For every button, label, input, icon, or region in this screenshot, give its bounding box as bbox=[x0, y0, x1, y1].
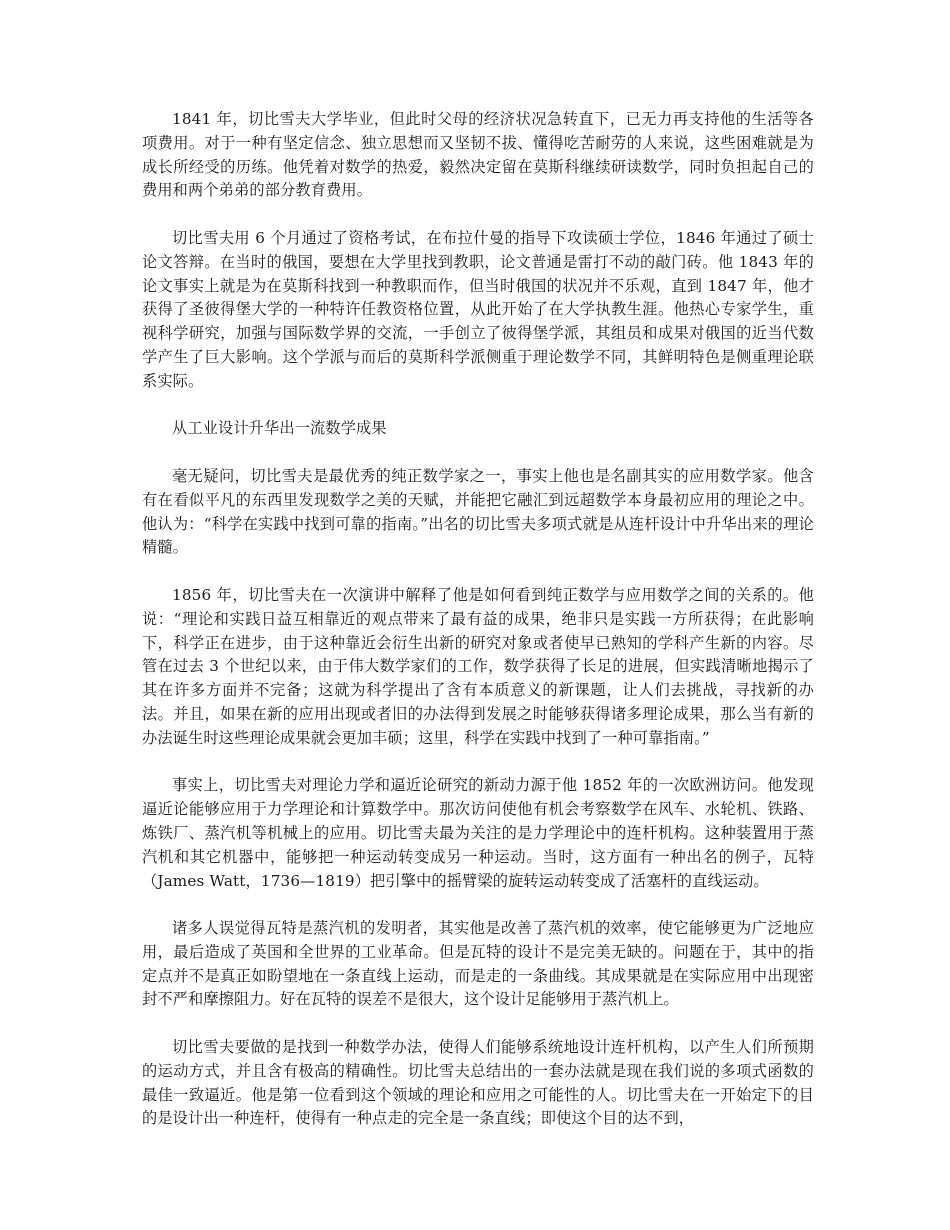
paragraph-6: 诸多人误觉得瓦特是蒸汽机的发明者，其实他是改善了蒸汽机的效率，使它能够更为广泛地应用，最后造成了英国和全世界的工业革命。但是瓦特的设计不是完美无缺的。问题在于，其中的指定点并不是真正如盼望地在一条直线上运动，而是走的一条曲线。其成果就是在实际应用中出现密封不严和摩擦阻力。好在瓦特的误差不是很大，这个设计足能够用于蒸汽机上。 bbox=[142, 919, 814, 1009]
paragraph-5: 事实上，切比雪夫对理论力学和逼近论研究的新动力源于他 1852 年的一次欧洲访问。他发现逼近论能够应用于力学理论和计算数学中。那次访问使他有机会考察数学在风车、水轮机、铁路、炼铁厂、蒸汽机等机械上的应用。切比雪夫最为关注的是力学理论中的连杆机构。这种装置用于蒸汽机和其它机器中，能够把一种运动转变成另一种运动。当时，这方面有一种出名的例子，瓦特（James Watt，1736—1819）把引擎中的摇臂梁的旋转运动转变成了活塞杆的直线运动。 bbox=[142, 776, 814, 890]
paragraph-2: 切比雪夫用 6 个月通过了资格考试，在布拉什曼的指导下攻读硕士学位，1846 年通过了硕士论文答辩。在当时的俄国，要想在大学里找到教职，论文普通是雷打不动的敲门砖。他 1843 年的论文事实上就是为在莫斯科找到一种教职而作，但当时俄国的状况并不乐观，直到 1847 年，他才获得了圣彼得堡大学的一种特许任教资格位置，从此开始了在大学执教生涯。他热心专家学生，重视科学研究，加强与国际数学界的交流，一手创立了彼得堡学派，其组员和成果对俄国的近当代数学产生了巨大影响。这个学派与而后的莫斯科学派侧重于理论数学不同，其鲜明特色是侧重理论联系实际。 bbox=[142, 228, 814, 390]
paragraph-1: 1841 年，切比雪夫大学毕业，但此时父母的经济状况急转直下，已无力再支持他的生活等各项费用。对于一种有坚定信念、独立思想而又坚韧不拔、懂得吃苦耐劳的人来说，这些困难就是为成长所经受的历练。他凭着对数学的热爱，毅然决定留在莫斯科继续研读数学，同时负担起自己的费用和两个弟弟的部分教育费用。 bbox=[142, 110, 814, 200]
section-heading: 从工业设计升华出一流数学成果 bbox=[172, 419, 387, 438]
document-body bbox=[142, 108, 814, 1155]
paragraph-4: 1856 年，切比雪夫在一次演讲中解释了他是如何看到纯正数学与应用数学之间的关系的。他说：“理论和实践日益互相靠近的观点带来了最有益的成果，绝非只是实践一方所获得；在此影响下，科学正在进步，由于这种靠近会衍生出新的研究对象或者使早已熟知的学科产生新的内容。尽管在过去 3 个世纪以来，由于伟大数学家们的工作，数学获得了长足的进展，但实践清晰地揭示了其在许多方面并不完备；这就为科学提出了含有本质意义的新课题，让人们去挑战，寻找新的办法。并且，如果在新的应用出现或者旧的办法得到发展之时能够获得诸多理论成果，那么当有新的办法诞生时这些理论成果就会更加丰硕；这里，科学在实践中找到了一种可靠指南。” bbox=[142, 585, 814, 747]
paragraph-7: 切比雪夫要做的是找到一种数学办法，使得人们能够系统地设计连杆机构，以产生人们所预期的运动方式，并且含有极高的精确性。切比雪夫总结出的一套办法就是现在我们说的多项式函数的最佳一致逼近。他是第一位看到这个领域的理论和应用之可能性的人。切比雪夫在一开始定下的目的是设计出一种连杆，使得有一种点走的完全是一条直线；即使这个目的达不到， bbox=[142, 1038, 814, 1128]
paragraph-3: 毫无疑问，切比雪夫是最优秀的纯正数学家之一，事实上他也是名副其实的应用数学家。他含有在看似平凡的东西里发现数学之美的天赋，并能把它融汇到远超数学本身最初应用的理论之中。他认为：“科学在实践中找到可靠的指南。”出名的切比雪夫多项式就是从连杆设计中升华出来的理论精髓。 bbox=[142, 466, 814, 557]
